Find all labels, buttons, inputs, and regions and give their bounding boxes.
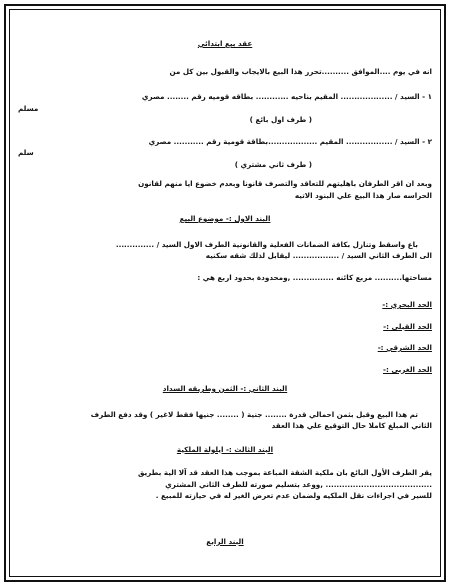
- boundary-east: الحد الشرقي :-: [377, 343, 432, 352]
- boundary-west: الحد الغربي :-: [382, 364, 432, 374]
- contract-body: [18, 38, 432, 573]
- area-line: مساحتها.......... مربع كائنه ............... ,ومحدودة بحدود اربع هي :: [197, 272, 432, 282]
- clause1-line-2: الى الطرف الثاني السيد / ................. ليقابل لذلك شقه سكنيه: [205, 251, 432, 260]
- clause3-line-2: ....................................... ,ووعد بتسليم صورته للطرف الثاني المشتري: [165, 479, 432, 489]
- clause3-line-1: يقر الطرف الأول البائع بان ملكية الشقة المباعة بموجب هذا العقد قد آلا الية بطريق: [138, 468, 432, 477]
- party2-religion: سلم: [18, 148, 34, 157]
- clause2-line-2: الثاني المبلغ كاملا حال التوقيع علي هذا العقد: [271, 421, 432, 430]
- clause1-title: البند الاول :- موضوع البيع: [179, 214, 271, 223]
- party1-role: ( طرف اول بائع ): [249, 115, 312, 124]
- boundary-south: الحد القبلي :-: [383, 321, 432, 331]
- party2-line: ٢ - السيد / ................. المقيم ..................بطاقة قومية رقم ........... مصري: [148, 136, 432, 146]
- contract-title: عقد بيع ابتدائي: [197, 39, 253, 48]
- party1-religion: مسلم: [18, 103, 39, 113]
- clause3-line-3: للسير في اجراءات نقل الملكيه ولضمان عدم تعرض الغير له في حيازته للمبيع .: [155, 491, 432, 500]
- party2-role: ( طرف ثاني مشتري ): [234, 159, 312, 169]
- intro-line: انه في يوم ....الموافق ..........تحرر هذا البيع بالايجاب والقبول بين كل من: [169, 66, 432, 76]
- clause2-line-1: تم هذا البيع وقبل بثمن احمالي قدرة ........ جنية ( ........ جنيها فقط لاغير ) وقد دفع الطرف: [90, 409, 418, 419]
- capacity-line-2: الحراسه صار هذا البيع علي البنود الاتيه: [294, 190, 432, 200]
- clause4-title: البند الرابع: [206, 536, 244, 546]
- capacity-line-1: وبعد ان اقر الطرفان باهليتهم للتعاقد والتصرف قانونا وبعدم خضوع ايا منهم لقانون: [138, 179, 432, 188]
- boundary-north: الحد البحري :-: [382, 300, 432, 309]
- clause3-title: البند الثالث :- ايلولة الملكية: [176, 444, 274, 454]
- clause2-title: البند الثاني :- الثمن وطريقه السداد: [162, 384, 288, 393]
- clause1-line-1: باع واسقط وتنازل بكافة الضمانات الفعلية والقانونية الطرف الاول السيد / ..............: [115, 239, 418, 249]
- party1-line: ١ - السيد / ................... المقيم بناحيه ............ بطاقه قوميه رقم ........ مصري: [141, 92, 432, 101]
